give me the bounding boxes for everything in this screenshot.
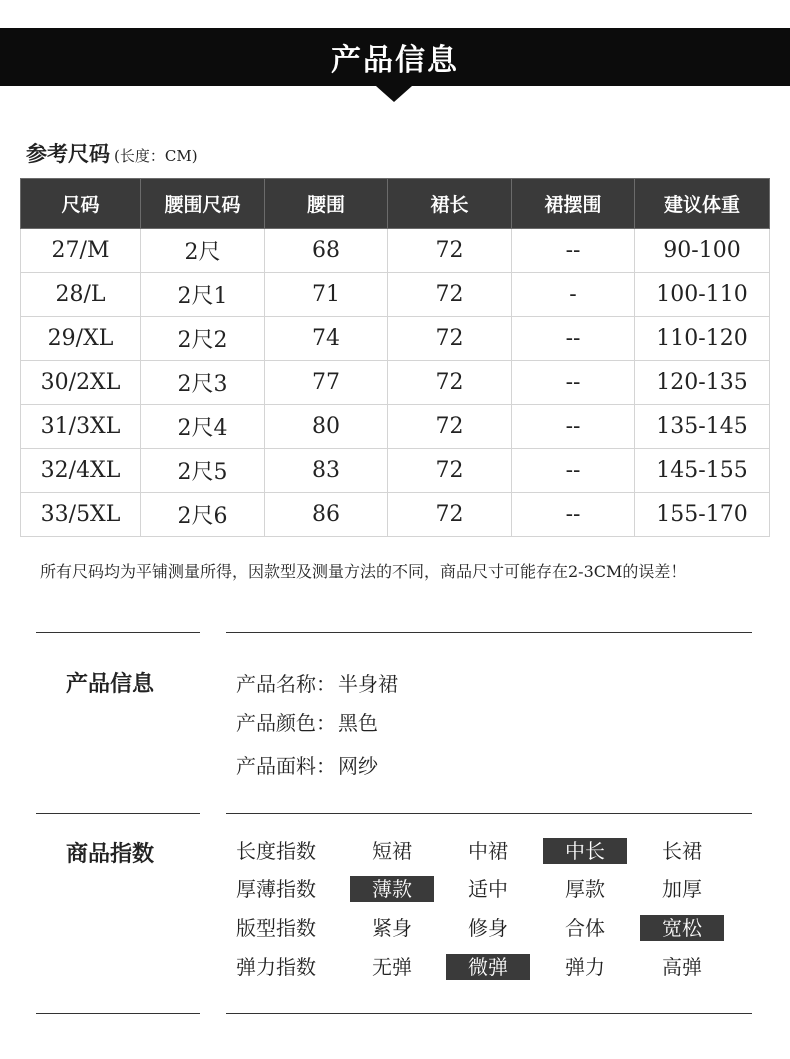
table-cell: 72 [388,361,512,405]
table-header-cell: 腰围尺码 [141,179,265,229]
table-row [21,273,770,317]
header-banner [0,28,790,86]
table-cell: 100-110 [635,273,770,317]
table-row [21,405,770,449]
table-cell: 90-100 [635,229,770,273]
index-option-selected: 中长 [543,838,627,864]
index-option: 弹力 [565,955,605,979]
table-header-cell: 尺码 [21,179,141,229]
size-table [20,178,770,537]
divider [226,632,752,633]
divider [36,632,200,633]
info-label: 产品颜色： [236,711,336,735]
table-cell: 72 [388,449,512,493]
table-cell: 2尺1 [141,273,265,317]
indices-title: 商品指数 [66,841,155,867]
table-cell: 30/2XL [21,361,141,405]
index-option-selected: 薄款 [350,876,434,902]
info-row-fabric [236,750,378,779]
banner-arrow [376,86,412,102]
table-cell: - [512,273,635,317]
table-header-row [21,179,770,229]
table-cell: -- [512,405,635,449]
table-cell: 31/3XL [21,405,141,449]
index-option: 短裙 [372,839,412,863]
table-row [21,493,770,537]
table-cell: 2尺4 [141,405,265,449]
index-option: 高弹 [662,955,702,979]
table-cell: 86 [265,493,388,537]
index-option-selected: 微弹 [446,954,530,980]
divider [36,813,200,814]
info-value: 黑色 [338,711,378,735]
index-option: 适中 [468,877,508,901]
table-cell: 2尺5 [141,449,265,493]
index-label-length: 长度指数 [236,839,316,863]
table-cell: 155-170 [635,493,770,537]
table-cell: 32/4XL [21,449,141,493]
table-cell: 2尺2 [141,317,265,361]
info-row-color [236,707,378,736]
index-label-fit: 版型指数 [236,916,316,940]
table-cell: 29/XL [21,317,141,361]
table-header-cell: 腰围 [265,179,388,229]
index-option: 无弹 [372,955,412,979]
table-cell: 135-145 [635,405,770,449]
info-label: 产品名称： [236,672,336,696]
info-label: 产品面料： [236,754,336,778]
table-cell: 120-135 [635,361,770,405]
table-cell: 2尺6 [141,493,265,537]
table-row [21,229,770,273]
divider [226,1013,752,1014]
index-option-selected: 宽松 [640,915,724,941]
index-option: 加厚 [662,877,702,901]
table-cell: 71 [265,273,388,317]
measurement-note: 所有尺码均为平铺测量所得，因款型及测量方法的不同，商品尺寸可能存在2-3CM的误差！ [40,562,687,581]
table-cell: -- [512,493,635,537]
table-cell: -- [512,361,635,405]
info-value: 网纱 [338,754,378,778]
table-cell: 72 [388,317,512,361]
size-title-text: 参考尺码 [26,141,110,166]
table-cell: 28/L [21,273,141,317]
table-row [21,361,770,405]
table-cell: 83 [265,449,388,493]
index-option: 长裙 [662,839,702,863]
banner-title: 产品信息 [331,43,459,78]
table-cell: 74 [265,317,388,361]
index-option: 合体 [565,916,605,940]
table-cell: 68 [265,229,388,273]
table-cell: -- [512,229,635,273]
table-header-cell: 裙摆围 [512,179,635,229]
table-header-cell: 建议体重 [635,179,770,229]
table-cell: 2尺 [141,229,265,273]
index-label-thickness: 厚薄指数 [236,877,316,901]
table-row [21,449,770,493]
index-option: 厚款 [565,877,605,901]
index-option: 中裙 [468,839,508,863]
divider [36,1013,200,1014]
table-cell: 72 [388,273,512,317]
table-cell: 27/M [21,229,141,273]
size-section-title [26,138,198,168]
table-cell: 2尺3 [141,361,265,405]
info-value: 半身裙 [338,672,398,696]
table-header-cell: 裙长 [388,179,512,229]
product-info-title: 产品信息 [66,671,155,697]
table-cell: 72 [388,405,512,449]
table-cell: 33/5XL [21,493,141,537]
table-cell: 72 [388,493,512,537]
table-cell: -- [512,317,635,361]
table-cell: -- [512,449,635,493]
table-cell: 80 [265,405,388,449]
info-row-name [236,668,398,697]
table-cell: 72 [388,229,512,273]
table-cell: 110-120 [635,317,770,361]
index-option: 紧身 [372,916,412,940]
size-unit: (长度：CM) [114,147,198,165]
index-option: 修身 [468,916,508,940]
divider [226,813,752,814]
table-cell: 145-155 [635,449,770,493]
index-label-elasticity: 弹力指数 [236,955,316,979]
table-row [21,317,770,361]
table-cell: 77 [265,361,388,405]
